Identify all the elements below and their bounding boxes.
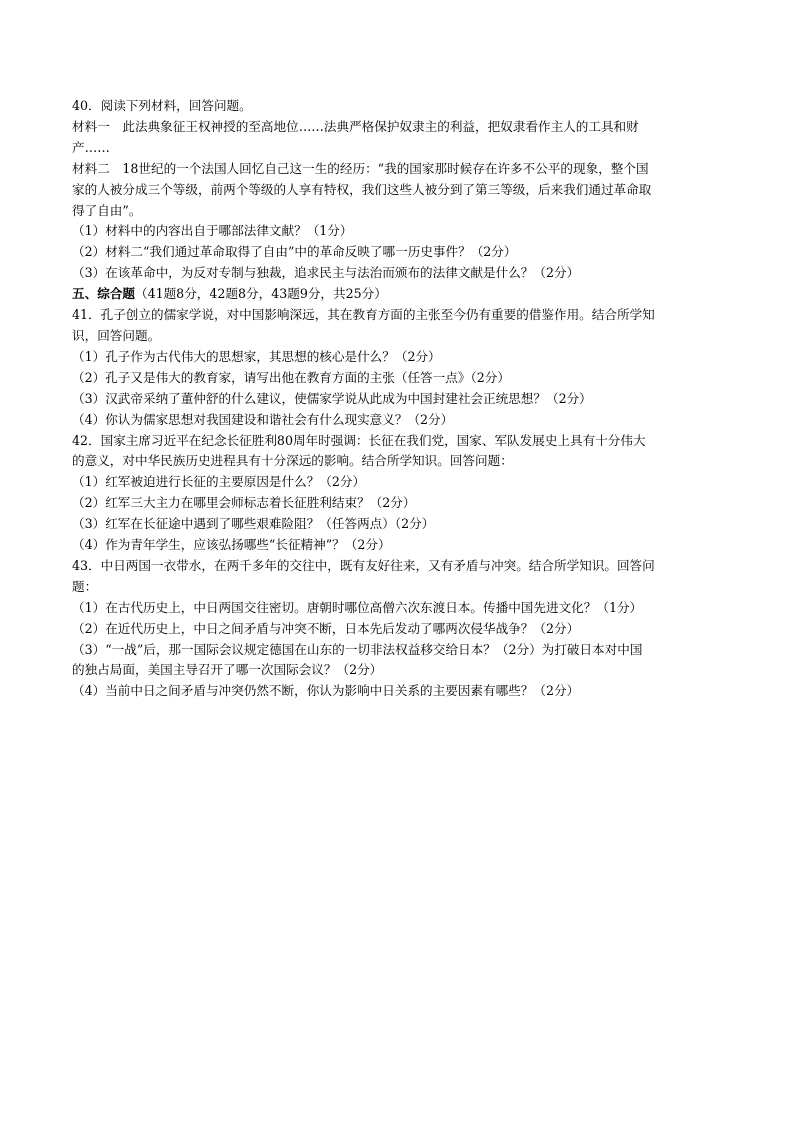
material-1-line: 产…… [72,139,110,155]
section-title: 五、综合题 [72,286,135,302]
question-42-sub-3: （3）红军在长征途中遇到了哪些艰难险阻？（任答两点）（2分） [72,516,435,532]
question-42-sub-1: （1）红军被迫进行长征的主要原因是什么？（2分） [72,474,366,490]
material-2-line: 材料二 18世纪的一个法国人回忆自己这一生的经历：“我的国家那时候存在许多不公平的现象，整个国 [72,160,649,176]
question-41-stem: 41．孔子创立的儒家学说，对中国影响深远，其在教育方面的主张至今仍有重要的借鉴作用。结合所学知 [72,307,655,323]
question-41-sub-1: （1）孔子作为古代伟大的思想家，其思想的核心是什么？（2分） [72,348,441,364]
material-2-line: 得了自由”。 [72,202,142,218]
question-43-sub-4: （4）当前中日之间矛盾与冲突仍然不断，你认为影响中日关系的主要因素有哪些？（2分） [72,683,580,699]
question-40-stem: 40．阅读下列材料，回答问题。 [72,98,252,113]
question-40-sub-1: （1）材料中的内容出自于哪部法律文献？（1分） [72,223,353,239]
question-41-sub-2: （2）孔子又是伟大的教育家，请写出他在教育方面的主张（任答一点》（2分） [72,369,510,385]
question-43-stem: 43．中日两国一衣带水，在两千多年的交往中，既有友好往来，又有矛盾与冲突。结合所学知识。回答问 [72,557,655,573]
question-41-sub-4: （4）你认为儒家思想对我国建设和谐社会有什么现实意义？（2分） [72,411,454,427]
question-41-sub-3: （3）汉武帝采纳了董仲舒的什么建议，使儒家学说从此成为中国封建社会正统思想？（2分） [72,390,592,406]
question-43-sub-3: （3）“一战”后，那一国际会议规定德国在山东的一切非法权益移交给日本？（2分）为打破日本对中国 [72,641,643,657]
question-42-stem: 42．国家主席习近平在纪念长征胜利80周年时强调：长征在我们党，国家、军队发展史上具有十分伟大 [72,432,646,448]
material-1-line: 材料一 此法典象征王权神授的至高地位……法典严格保护奴隶主的利益，把奴隶看作主人的工具和财 [72,118,639,134]
question-42-sub-2: （2）红军三大主力在哪里会师标志着长征胜利结束？（2分） [72,495,416,511]
question-43-sub-2: （2）在近代历史上，中日之间矛盾与冲突不断，日本先后发动了哪两次侵华战争？（2分） [72,620,580,636]
exam-page [72,96,722,702]
material-2-line: 家的人被分成三个等级，前两个等级的人享有特权，我们这些人被分到了第三等级，后来我们通过革命取 [72,181,652,197]
question-43-stem: 题： [72,578,98,594]
question-43-sub-1: （1）在古代历史上，中日两国交往密切。唐朝时哪位高僧六次东渡日本。传播中国先进文化？（1分） [72,599,643,615]
question-40-sub-3: （3）在该革命中，为反对专制与独裁，追求民主与法治而颁布的法律文献是什么？（2分） [72,265,580,281]
question-41-stem: 识，回答问题。 [72,327,161,343]
section-score-note: （41题8分，42题8分，43题9分，共25分） [134,286,387,302]
question-42-sub-4: （4）作为青年学生，应该弘扬哪些“长征精神”？（2分） [72,537,391,553]
question-40-sub-2: （2）材料二“我们通过革命取得了自由”中的革命反映了哪一历史事件？（2分） [72,244,517,260]
question-43-sub-3: 的独占局面，美国主导召开了哪一次国际会议？（2分） [72,662,383,678]
question-42-stem: 的意义，对中华民族历史进程具有十分深远的影响。结合所学知识。回答问题： [72,453,513,469]
section-heading [72,284,722,305]
